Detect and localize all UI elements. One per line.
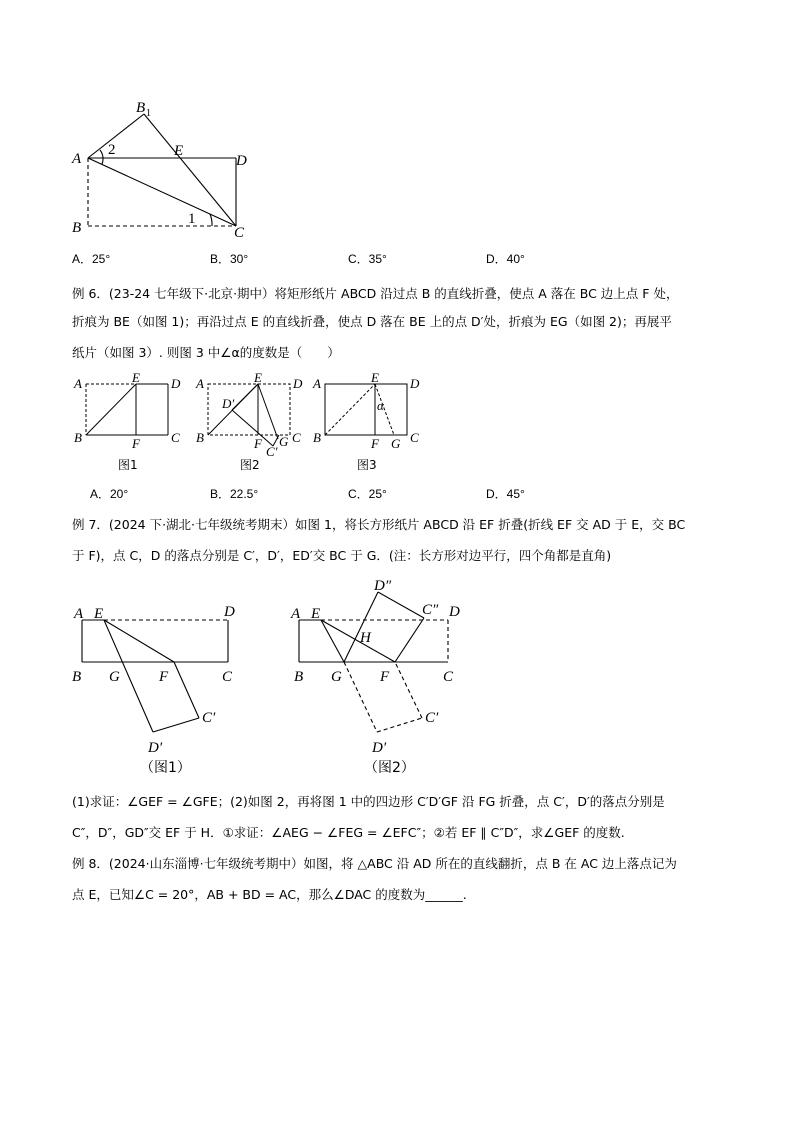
ex7-fig2-label-Dprime: D′ <box>372 740 387 756</box>
label-B1: B <box>136 100 146 116</box>
fig1-caption: 图1 <box>118 458 138 472</box>
fig3-label-G: G <box>391 436 401 451</box>
label-A: A <box>72 151 82 167</box>
ex5-option-a: A．25° <box>72 252 111 266</box>
ex7-line-1: 例 7．(2024 下·湖北·七年级统考期末）如图 1，将长方形纸片 ABCD 沿 EF 折叠(折线 EF 交 AD 于 E，交 BC <box>72 517 686 532</box>
ex7-fig1-label-B: B <box>72 669 82 685</box>
fig1-label-D: D <box>171 376 181 391</box>
figure-ex5 <box>60 92 260 242</box>
ex7-fig2-label-C: C <box>443 669 454 685</box>
ex6-option-c: C．25° <box>348 487 387 501</box>
ex7-fig1-label-Dprime: D′ <box>148 740 163 756</box>
ex7-question-line-1: (1)求证：∠GEF = ∠GFE；(2)如图 2，再将图 1 中的四边形 C′D′GF 沿 FG 折叠，点 C′，D′的落点分别是 <box>72 794 665 809</box>
ex7-fig1-label-G: G <box>109 669 120 685</box>
figure-ex7 <box>66 574 486 784</box>
fig3-label-A: A <box>313 376 321 391</box>
fig3-label-D: D <box>410 376 420 391</box>
fig2-label-E: E <box>254 372 262 385</box>
ex7-fig1-label-Cprime: C′ <box>202 710 216 726</box>
fig2-label-Cprime: C′ <box>266 444 278 459</box>
ex6-option-a: A．20° <box>90 487 129 501</box>
fig3-label-E: E <box>371 372 379 385</box>
label-angle-2: 2 <box>108 142 116 158</box>
ex7-fig1-label-F: F <box>159 669 169 685</box>
fig1-label-B: B <box>74 430 82 445</box>
ex7-fig1-label-D: D <box>224 604 235 620</box>
label-C: C <box>234 225 245 241</box>
fig3-label-B: B <box>313 430 321 445</box>
ex7-fig2-caption: （图2） <box>364 760 415 776</box>
fig2-label-F: F <box>254 436 262 451</box>
ex8-line-1: 例 8．(2024·山东淄博·七年级统考期中）如图，将 △ABC 沿 AD 所在的直线翻折，点 B 在 AC 边上落点记为 <box>72 856 677 871</box>
fig2-label-C: C <box>292 430 301 445</box>
ex7-fig1-label-A: A <box>74 606 84 622</box>
ex5-option-b: B．30° <box>210 252 249 266</box>
fig3-label-F: F <box>371 436 379 451</box>
ex7-fig2-label-A: A <box>291 606 301 622</box>
ex7-fig1-caption: （图1） <box>140 760 191 776</box>
ex6-option-d: D．45° <box>486 487 525 501</box>
fig2-label-A: A <box>196 376 204 391</box>
ex6-line-2: 折痕为 BE（如图 1)；再沿过点 E 的直线折叠，使点 D 落在 BE 上的点 D′处，折痕为 EG（如图 2)；再展平 <box>72 314 672 329</box>
ex7-fig2-label-F: F <box>380 669 390 685</box>
fig3-caption: 图3 <box>357 458 377 472</box>
ex7-line-2: 于 F)，点 C，D 的落点分别是 C′，D′，ED′交 BC 于 G．(注：长方形对边平行，四个角都是直角) <box>72 548 612 563</box>
ex6-line-3: 纸片（如图 3）. 则图 3 中∠α的度数是（ ） <box>72 345 340 360</box>
ex7-fig2-label-G: G <box>331 669 342 685</box>
ex7-question-line-2: C″，D″，GD″交 EF 于 H．①求证：∠AEG − ∠FEG = ∠EFC″；②若 EF ∥ C″D″，求∠GEF 的度数. <box>72 825 625 840</box>
fig2-caption: 图2 <box>240 458 260 472</box>
ex7-fig2-label-B: B <box>294 669 304 685</box>
ex6-line-1: 例 6．(23-24 七年级下·北京·期中）将矩形纸片 ABCD 沿过点 B 的直线折叠，使点 A 落在 BC 边上点 F 处， <box>72 286 679 301</box>
ex7-fig2-label-E: E <box>311 606 321 622</box>
label-E: E <box>174 143 184 159</box>
fig2-label-D: D <box>293 376 303 391</box>
label-D: D <box>236 153 247 169</box>
ex5-option-c: C．35° <box>348 252 387 266</box>
ex7-fig1-label-E: E <box>94 606 104 622</box>
ex7-fig2-label-H: H <box>360 630 371 646</box>
fig3-label-alpha: α <box>377 398 384 413</box>
fig1-label-C: C <box>171 430 180 445</box>
ex7-fig2-label-Ddoubleprime: D″ <box>374 578 392 594</box>
ex7-fig1-label-C: C <box>222 669 233 685</box>
fig1-label-E: E <box>132 372 140 385</box>
ex7-fig2-label-D: D <box>449 604 460 620</box>
ex8-line-2: 点 E，已知∠C = 20°，AB + BD = AC，那么∠DAC 的度数为______. <box>72 887 467 902</box>
ex7-fig2-label-Cprime: C′ <box>425 710 439 726</box>
fig2-label-B: B <box>196 430 204 445</box>
label-B1-sub: 1 <box>146 108 151 119</box>
ex7-fig2-label-Cdoubleprime: C″ <box>422 602 439 618</box>
fig3-label-C: C <box>410 430 419 445</box>
ex6-option-b: B．22.5° <box>210 487 259 501</box>
figure-ex6 <box>70 372 430 478</box>
label-angle-1: 1 <box>188 211 196 227</box>
fig2-label-Dprime: D′ <box>222 396 235 411</box>
fig2-label-G: G <box>279 434 289 449</box>
fig1-label-A: A <box>74 376 82 391</box>
fig1-label-F: F <box>132 436 140 451</box>
ex5-option-d: D．40° <box>486 252 525 266</box>
label-B: B <box>72 220 82 236</box>
